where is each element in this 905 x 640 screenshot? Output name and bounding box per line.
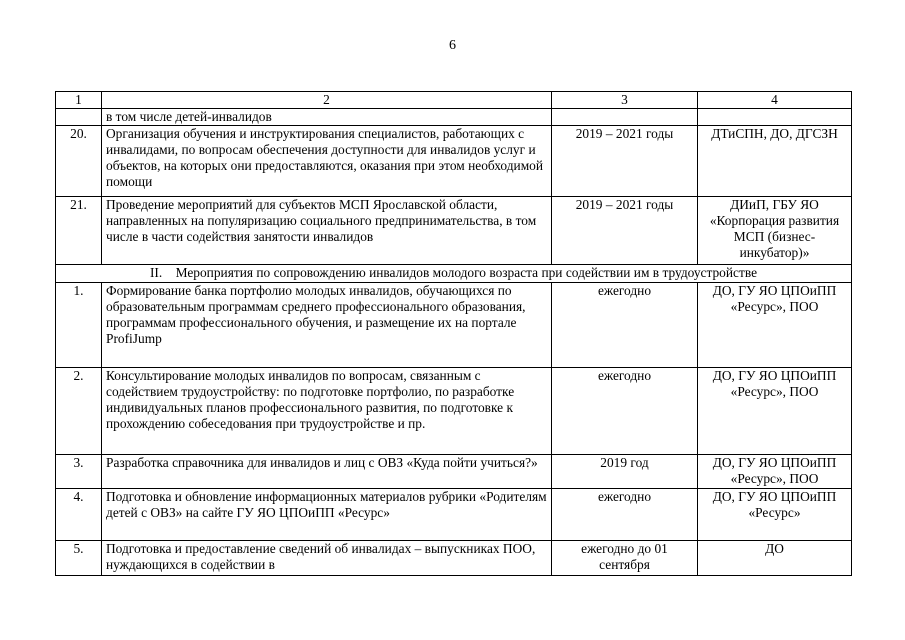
row-description: Подготовка и предоставление сведений об инвалидах – выпускниках ПОО, нуждающихся в содействии в — [102, 541, 552, 576]
row-executor: ДТиСПН, ДО, ДГСЗН — [698, 126, 852, 197]
row-executor: ДО, ГУ ЯО ЦПОиПП «Ресурс», ПОО — [698, 455, 852, 489]
section-heading: II. Мероприятия по сопровождению инвалидов молодого возраста при содействии им в трудоустройстве — [56, 265, 852, 283]
table-row — [56, 283, 852, 368]
row-term: 2019 год — [552, 455, 698, 489]
row-number: 21. — [56, 197, 102, 265]
header-col-3: 3 — [552, 92, 698, 109]
row-executor: ДО — [698, 541, 852, 576]
row-number: 3. — [56, 455, 102, 489]
table-header-row — [56, 92, 852, 109]
row-description: Формирование банка портфолио молодых инвалидов, обучающихся по образовательным программам среднего профессионального образования, программам профессионального обучения, и размещение их на портале ProfiJump — [102, 283, 552, 368]
measures-table — [55, 91, 852, 576]
row-term — [552, 109, 698, 126]
section-row — [56, 265, 852, 283]
row-description: Организация обучения и инструктирования специалистов, работающих с инвалидами, по вопросам обеспечения доступности для инвалидов услуг и объектов, на которых они предоставляются, оказания при этом необходимой помощи — [102, 126, 552, 197]
header-col-4: 4 — [698, 92, 852, 109]
row-number: 4. — [56, 489, 102, 541]
row-number: 5. — [56, 541, 102, 576]
row-executor: ДО, ГУ ЯО ЦПОиПП «Ресурс», ПОО — [698, 368, 852, 455]
row-term: ежегодно — [552, 489, 698, 541]
row-description: в том числе детей-инвалидов — [102, 109, 552, 126]
row-term: ежегодно — [552, 283, 698, 368]
row-number: 2. — [56, 368, 102, 455]
row-number: 1. — [56, 283, 102, 368]
row-term: 2019 – 2021 годы — [552, 126, 698, 197]
row-term: ежегодно — [552, 368, 698, 455]
header-col-2: 2 — [102, 92, 552, 109]
row-executor — [698, 109, 852, 126]
row-executor: ДИиП, ГБУ ЯО «Корпорация развития МСП (бизнес-инкубатор)» — [698, 197, 852, 265]
row-description: Подготовка и обновление информационных материалов рубрики «Родителям детей с ОВЗ» на сайте ГУ ЯО ЦПОиПП «Ресурс» — [102, 489, 552, 541]
table-row — [56, 126, 852, 197]
table-row — [56, 455, 852, 489]
row-number: 20. — [56, 126, 102, 197]
table-row — [56, 368, 852, 455]
row-description: Консультирование молодых инвалидов по вопросам, связанным с содействием трудоустройству: по подготовке портфолио, по разработке индивидуальных планов профессионального развития, по подготовке к прохождению собеседования при трудоустройстве и пр. — [102, 368, 552, 455]
table-row — [56, 109, 852, 126]
row-term: 2019 – 2021 годы — [552, 197, 698, 265]
table-row — [56, 197, 852, 265]
table-row — [56, 489, 852, 541]
row-term: ежегодно до 01 сентября — [552, 541, 698, 576]
row-number — [56, 109, 102, 126]
row-description: Разработка справочника для инвалидов и лиц с ОВЗ «Куда пойти учиться?» — [102, 455, 552, 489]
page-number: 6 — [449, 38, 456, 53]
header-col-1: 1 — [56, 92, 102, 109]
row-description: Проведение мероприятий для субъектов МСП Ярославской области, направленных на популяризацию социального предпринимательства, в том числе в части содействия занятости инвалидов — [102, 197, 552, 265]
table-row — [56, 541, 852, 576]
row-executor: ДО, ГУ ЯО ЦПОиПП «Ресурс» — [698, 489, 852, 541]
row-executor: ДО, ГУ ЯО ЦПОиПП «Ресурс», ПОО — [698, 283, 852, 368]
